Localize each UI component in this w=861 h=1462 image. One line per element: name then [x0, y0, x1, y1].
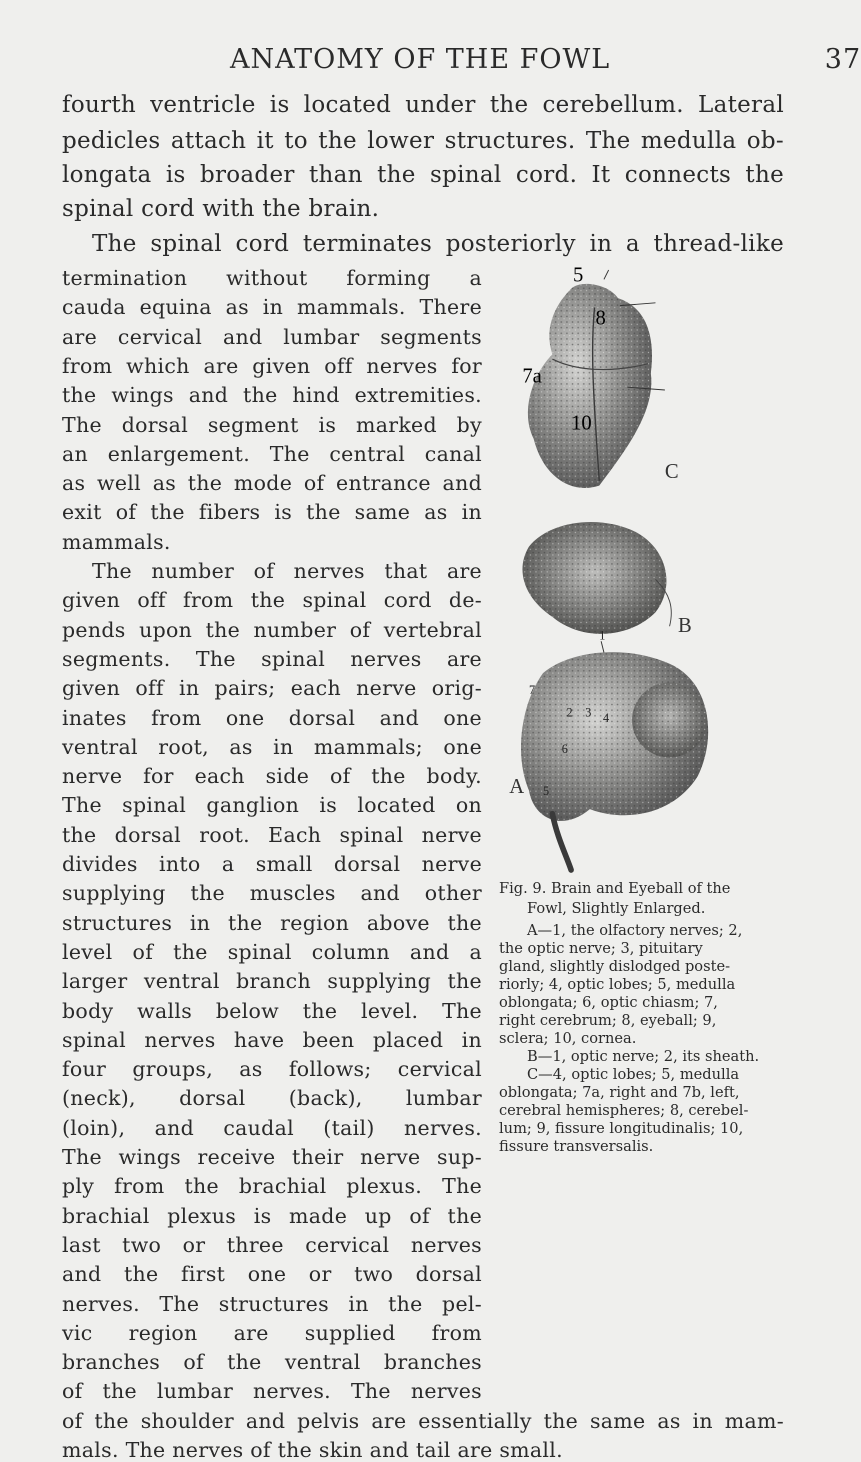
text-line: inates from one dorsal and one — [62, 705, 482, 730]
text-line: mals. The nerves of the skin and tail are small. — [62, 1438, 563, 1462]
text-line: spinal nerves have been placed in — [62, 1027, 482, 1052]
text-line: from which are given off nerves for — [62, 353, 482, 378]
text-line: of the shoulder and pelvis are essentially the same as in mam- — [62, 1408, 784, 1433]
text-line: the dorsal root. Each spinal nerve — [62, 822, 482, 847]
text-line: longata is broader than the spinal cord. It connects the — [62, 162, 784, 188]
caption-line: C—4, optic lobes; 5, medulla — [527, 1066, 740, 1083]
caption-line: oblongata; 7a, right and 7b, left, — [499, 1084, 740, 1101]
text-line: pedicles attach it to the lower structures. The medulla ob- — [62, 128, 784, 154]
text-line: segments. The spinal nerves are — [62, 646, 482, 671]
text-line: The spinal cord terminates posteriorly in a thread-like — [92, 231, 784, 257]
text-line: and the first one or two dorsal — [62, 1262, 482, 1287]
figure-a — [521, 641, 708, 870]
text-line: body walls below the level. The — [62, 998, 482, 1023]
figure-c-label-8: 8 — [595, 307, 606, 330]
text-line: larger ventral branch supplying the — [62, 969, 482, 994]
text-line: last two or three cervical nerves — [62, 1232, 482, 1257]
figure-caption — [499, 880, 789, 1156]
caption-line: the optic nerve; 3, pituitary — [499, 940, 703, 957]
text-line: the wings and the hind extremities. — [62, 383, 482, 408]
figure-a-label-5: 5 — [543, 784, 550, 798]
text-line: four groups, as follows; cervical — [62, 1057, 482, 1082]
text-line: (neck), dorsal (back), lumbar — [62, 1086, 482, 1111]
figure-a-label-4: 4 — [603, 710, 610, 725]
text-line: termination without forming a — [62, 266, 482, 290]
text-line: given off from the spinal cord de- — [62, 588, 482, 613]
figure-b-letter: B — [678, 614, 692, 637]
caption-line: oblongata; 6, optic chiasm; 7, — [499, 994, 718, 1011]
caption-line: B—1, optic nerve; 2, its sheath. — [527, 1048, 760, 1065]
text-line: nerve for each side of the body. — [62, 764, 482, 789]
text-line: The spinal ganglion is located on — [62, 793, 482, 818]
figure-c-letter: C — [664, 461, 679, 484]
text-line: (loin), and caudal (tail) nerves. — [62, 1115, 482, 1140]
figure-b — [522, 522, 671, 634]
figure-c — [528, 270, 665, 488]
caption-line: gland, slightly dislodged poste- — [499, 958, 731, 975]
text-line: are cervical and lumbar segments — [62, 324, 482, 349]
text-line: The wings receive their nerve sup- — [62, 1145, 482, 1169]
text-line: branches of the ventral branches — [62, 1350, 482, 1375]
caption-line: fissure transversalis. — [499, 1138, 654, 1155]
text-line: fourth ventricle is located under the cerebellum. Lateral — [62, 92, 784, 118]
figure-a-label-3: 3 — [585, 705, 592, 720]
text-line: supplying the muscles and other — [62, 881, 482, 906]
text-line: structures in the region above the — [62, 910, 482, 935]
text-line: vic region are supplied from — [62, 1320, 482, 1345]
page-number: 37 — [824, 44, 861, 75]
text-line: spinal cord with the brain. — [62, 196, 380, 222]
caption-title-line: Fig. 9. Brain and Eyeball of the — [499, 880, 731, 897]
text-line: nerves. The structures in the pel- — [62, 1291, 482, 1316]
text-line: The number of nerves that are — [92, 559, 482, 583]
text-line: an enlargement. The central canal — [62, 441, 482, 466]
text-line: ply from the brachial plexus. The — [62, 1174, 482, 1199]
text-line: given off in pairs; each nerve orig- — [62, 676, 482, 701]
text-line: divides into a small dorsal nerve — [62, 852, 482, 876]
caption-line: right cerebrum; 8, eyeball; 9, — [499, 1012, 717, 1029]
text-line: as well as the mode of entrance and — [62, 471, 482, 496]
figure-a-label-1: 1 — [599, 628, 606, 643]
text-line: brachial plexus is made up of the — [62, 1203, 482, 1228]
text-line: level of the spinal column and a — [62, 939, 482, 964]
caption-line: cerebral hemispheres; 8, cerebel- — [499, 1102, 749, 1119]
page-header-title: ANATOMY OF THE FOWL — [230, 44, 611, 75]
text-line: pends upon the number of vertebral — [62, 617, 482, 642]
figure-c-label-5: 5 — [573, 264, 584, 287]
figure-c-label-10: 10 — [571, 412, 592, 435]
caption-line: sclera; 10, cornea. — [499, 1030, 637, 1047]
running-header — [230, 44, 861, 75]
caption-line: A—1, the olfactory nerves; 2, — [527, 922, 743, 939]
brain-eyeball-figure — [508, 264, 728, 870]
text-line: of the lumbar nerves. The nerves — [62, 1379, 482, 1404]
text-line: mammals. — [62, 529, 171, 554]
figure-a-label-6: 6 — [561, 741, 568, 756]
figure-a-letter: A — [509, 776, 525, 799]
caption-line: lum; 9, fissure longitudinalis; 10, — [499, 1120, 744, 1137]
figure-c-label-7a: 7a — [522, 365, 542, 388]
caption-title-line: Fowl, Slightly Enlarged. — [527, 900, 706, 917]
caption-line: riorly; 4, optic lobes; 5, medulla — [499, 976, 736, 993]
text-line: The dorsal segment is marked by — [62, 412, 482, 437]
text-line: cauda equina as in mammals. There — [62, 295, 482, 320]
text-line: exit of the fibers is the same as in — [62, 500, 482, 525]
text-line: ventral root, as in mammals; one — [62, 734, 482, 759]
figure-a-label-7: 7 — [528, 682, 536, 697]
figure-a-label-2: 2 — [566, 705, 573, 720]
